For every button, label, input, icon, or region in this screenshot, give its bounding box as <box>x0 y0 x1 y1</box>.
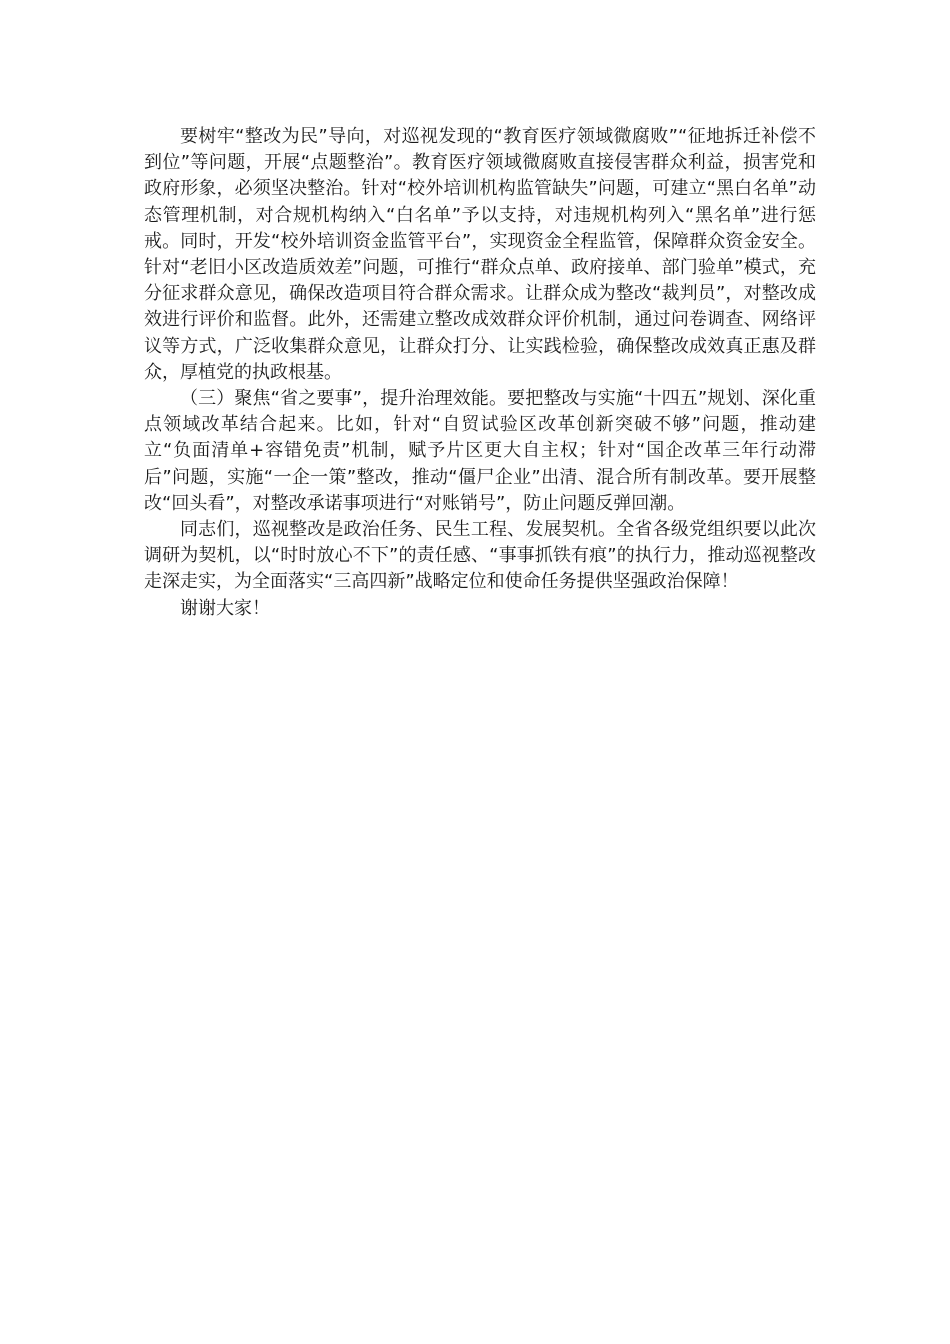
paragraph-provincial-priorities <box>144 386 816 517</box>
paragraph-people-oriented-rectification <box>144 124 816 386</box>
document-body <box>144 124 816 622</box>
paragraph-text: 提升治理效能。要把整改与实施“十四五”规划、深化重点领域改革结合起来。比如，针对“自贸试验区改革创新突破不够”问题，推动建立“负面清单+容错免责”机制，赋予片区更大自主权；针对“国企改革三年行动滞后”问题，实施“一企一策”整改，推动“僵尸企业”出清、混合所有制改革。要开展整改“回头看”，对整改承诺事项进行“对账销号”，防止问题反弹回潮。 <box>144 388 816 514</box>
section-heading: （三）聚焦“省之要事”， <box>180 388 381 410</box>
paragraph-thanks <box>144 596 816 622</box>
paragraph-text: 要树牢“整改为民”导向，对巡视发现的“教育医疗领域微腐败”“征地拆迁补偿不到位”等问题，开展“点题整治”。教育医疗领域微腐败直接侵害群众利益，损害党和政府形象，必须坚决整治。针对“校外培训机构监管缺失”问题，可建立“黑白名单”动态管理机制，对合规机构纳入“白名单”予以支持，对违规机构列入“黑名单”进行惩戒。同时，开发“校外培训资金监管平台”，实现资金全程监管，保障群众资金安全。针对“老旧小区改造质效差”问题，可推行“群众点单、政府接单、部门验单”模式，充分征求群众意见，确保改造项目符合群众需求。让群众成为整改“裁判员”，对整改成效进行评价和监督。此外，还需建立整改成效群众评价机制，通过问卷调查、网络评议等方式，广泛收集群众意见，让群众打分、让实践检验，确保整改成效真正惠及群众，厚植党的执政根基。 <box>144 126 816 383</box>
paragraph-closing-remarks <box>144 517 816 596</box>
paragraph-text: 谢谢大家！ <box>180 597 270 619</box>
paragraph-text: 同志们，巡视整改是政治任务、民生工程、发展契机。全省各级党组织要以此次调研为契机，以“时时放心不下”的责任感、“事事抓铁有痕”的执行力，推动巡视整改走深走实，为全面落实“三高四新”战略定位和使命任务提供坚强政治保障！ <box>144 519 816 593</box>
